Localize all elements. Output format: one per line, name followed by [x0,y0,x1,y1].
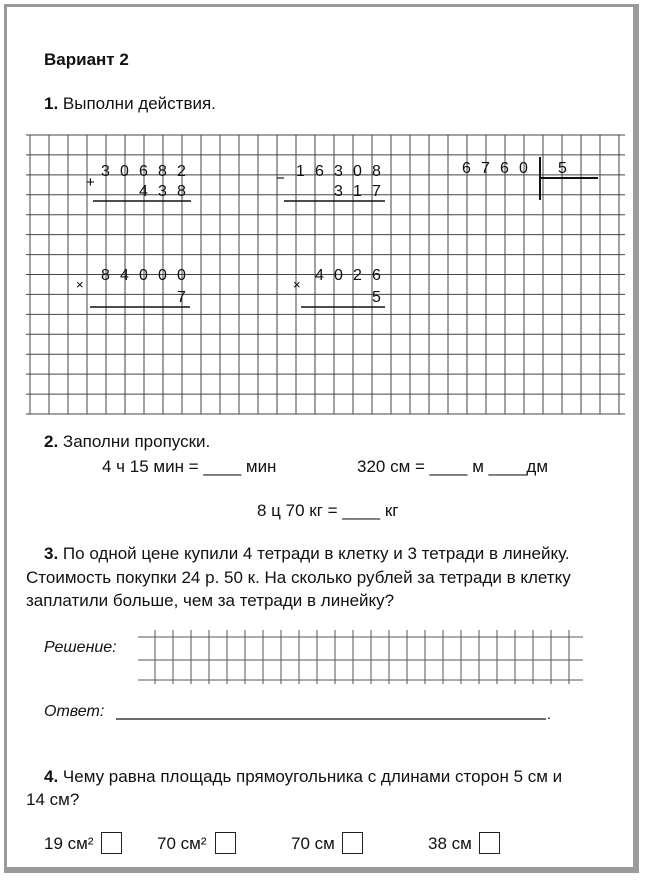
digit: 4 [315,267,324,284]
option-2-checkbox[interactable] [215,832,236,854]
task3-line3: заплатили больше, чем за тетради в линейку? [26,591,395,610]
digit: 0 [120,163,129,180]
factor-1b [177,289,186,306]
task4-text-1: Чему равна площадь прямоугольника с длинами сторон 5 см и [62,767,563,786]
digit: 6 [372,267,381,284]
task4-line2: 14 см? [26,790,80,809]
digit: 4 [120,267,129,284]
subtrahend [334,183,381,200]
solution-label: Решение: [44,639,117,656]
solution-grid[interactable] [138,630,583,684]
minus-sign: − [276,170,285,187]
digit: 3 [158,183,167,200]
task2-expr-time[interactable]: 4 ч 15 мин = ____ мин [102,457,277,476]
task3-line2: Стоимость покупки 24 р. 50 к. На сколько рублей за тетради в клетку [26,568,571,587]
digit: 1 [296,163,305,180]
digit: 4 [139,183,148,200]
task2-heading [44,432,210,452]
digit: 3 [334,163,343,180]
digit: 0 [334,267,343,284]
answer-label: Ответ: [44,703,105,720]
digit: 0 [158,267,167,284]
digit: 5 [372,289,381,306]
digit: 8 [177,183,186,200]
subtraction-problem [276,163,385,201]
option-3-label: 70 см [291,834,335,853]
digit: 6 [462,160,471,177]
digit: 5 [558,160,567,177]
grid-lines [26,135,625,414]
digit: 7 [481,160,490,177]
addition-problem [86,163,191,201]
digit: 0 [177,267,186,284]
task4-number: 4. [44,767,59,786]
task3-text-1: По одной цене купили 4 тетради в клетку и 3 тетради в линейку. [62,544,570,563]
digit: 0 [139,267,148,284]
task3-line1 [44,544,570,564]
option-4-checkbox[interactable] [479,832,500,854]
factor-2b [372,289,381,306]
task2-expr-length[interactable]: 320 см = ____ м ____дм [357,457,549,476]
option-1-checkbox[interactable] [101,832,122,854]
task2-expr-mass[interactable]: 8 ц 70 кг = ____ кг [257,501,399,520]
addend-1 [101,163,186,180]
answer-period: . [547,706,551,722]
task3-number: 3. [44,544,59,563]
digit: 3 [101,163,110,180]
digit: 6 [139,163,148,180]
option-4-label: 38 см [428,834,472,853]
digit: 6 [500,160,509,177]
digit: 0 [353,163,362,180]
addend-2 [139,183,186,200]
digit: 2 [177,163,186,180]
minuend [296,163,381,180]
digit: 2 [353,267,362,284]
task2-number: 2. [44,432,59,451]
digit: 6 [315,163,324,180]
multiplication-problem-1 [76,267,190,307]
task1-text: Выполни действия. [62,94,216,113]
variant-title: Вариант 2 [44,50,129,69]
digit: 8 [101,267,110,284]
digit: 1 [353,183,362,200]
divisor [558,160,567,177]
factor-1a [101,267,186,284]
option-2-label: 70 см² [157,834,207,853]
task4-line1 [44,767,562,787]
digit: 8 [372,163,381,180]
task2-text: Заполни пропуски. [62,432,211,451]
times-sign-2: × [293,277,301,292]
plus-sign: + [86,174,95,191]
option-3-checkbox[interactable] [342,832,363,854]
digit: 7 [372,183,381,200]
factor-2a [315,267,381,284]
digit: 0 [519,160,528,177]
digit: 3 [334,183,343,200]
multiplication-problem-2 [293,267,385,307]
times-sign-1: × [76,277,84,292]
digit: 7 [177,289,186,306]
division-problem [462,157,598,200]
option-1-label: 19 см² [44,834,94,853]
digit: 8 [158,163,167,180]
task1-number: 1. [44,94,59,113]
